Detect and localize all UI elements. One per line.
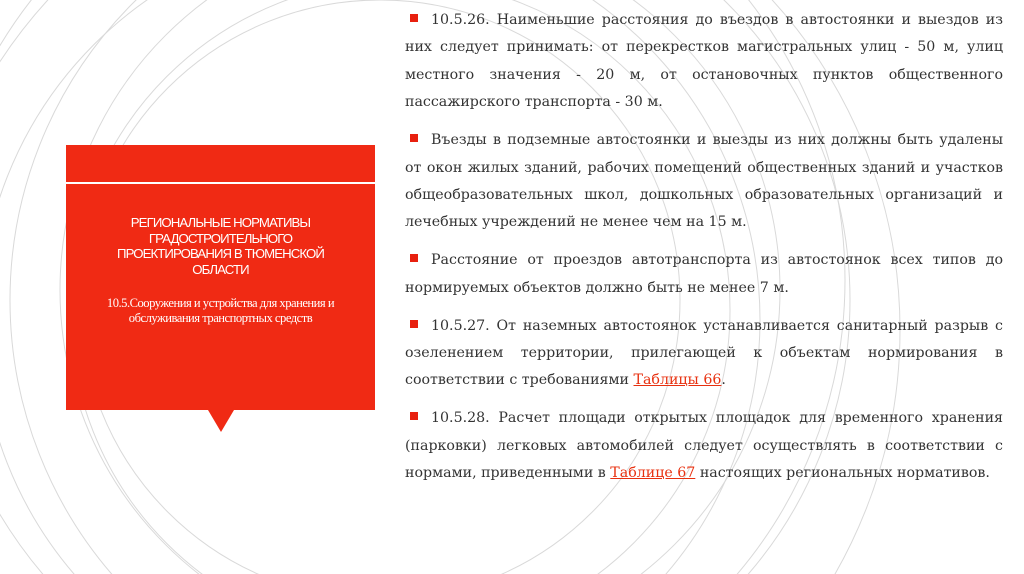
table-66-link[interactable]: Таблицы 66 xyxy=(633,372,722,389)
bullet-icon xyxy=(410,14,418,22)
panel-subtitle: 10.5.Сооружения и устройства для хранения и обслуживания транспортных средств xyxy=(106,296,335,325)
bullet-icon xyxy=(410,412,418,420)
paragraph-distance: Расстояние от проездов автотранспорта из автостоянок всех типов до нормируемых объектов должно быть не менее 7 м. xyxy=(405,252,1003,296)
content-text xyxy=(405,7,1003,498)
title-panel xyxy=(66,145,375,410)
bullet-icon xyxy=(410,320,418,328)
bullet-icon xyxy=(410,254,418,262)
paragraph-entrances: Въезды в подземные автостоянки и выезды из них должны быть удалены от окон жилых зданий, рабочих помещений общественных зданий и участков общеобразовательных школ, дошкольных образовательных организаций и лечебных учреждений не менее чем на 15 м. xyxy=(405,132,1003,231)
panel-divider xyxy=(66,182,375,184)
table-67-link[interactable]: Таблице 67 xyxy=(610,465,696,482)
bullet-icon xyxy=(410,134,418,142)
panel-pointer xyxy=(208,410,234,432)
paragraph-10-5-28: 10.5.28. Расчет площади открытых площадок для временного хранения (парковки) легковых автомобилей следует осуществлять в соответствии с нормами, приведенными в Таблице 67 настоящих региональных нормативов. xyxy=(405,410,1003,482)
paragraph-10-5-27: 10.5.27. От наземных автостоянок устанавливается санитарный разрыв с озеленением территории, прилегающей к объектам нормирования в соответствии с требованиями Таблицы 66. xyxy=(405,317,1003,389)
panel-title: РЕГИОНАЛЬНЫЕ НОРМАТИВЫ ГРАДОСТРОИТЕЛЬНОГО ПРОЕКТИРОВАНИЯ В ТЮМЕНСКОЙ ОБЛАСТИ xyxy=(117,215,324,277)
paragraph-10-5-26: 10.5.26. Наименьшие расстояния до въездов в автостоянки и выездов из них следует принимать: от перекрестков магистральных улиц - 50 м, улиц местного значения - 20 м, от остановочных пунктов общественного пассажирского транспорта - 30 м. xyxy=(405,12,1003,111)
